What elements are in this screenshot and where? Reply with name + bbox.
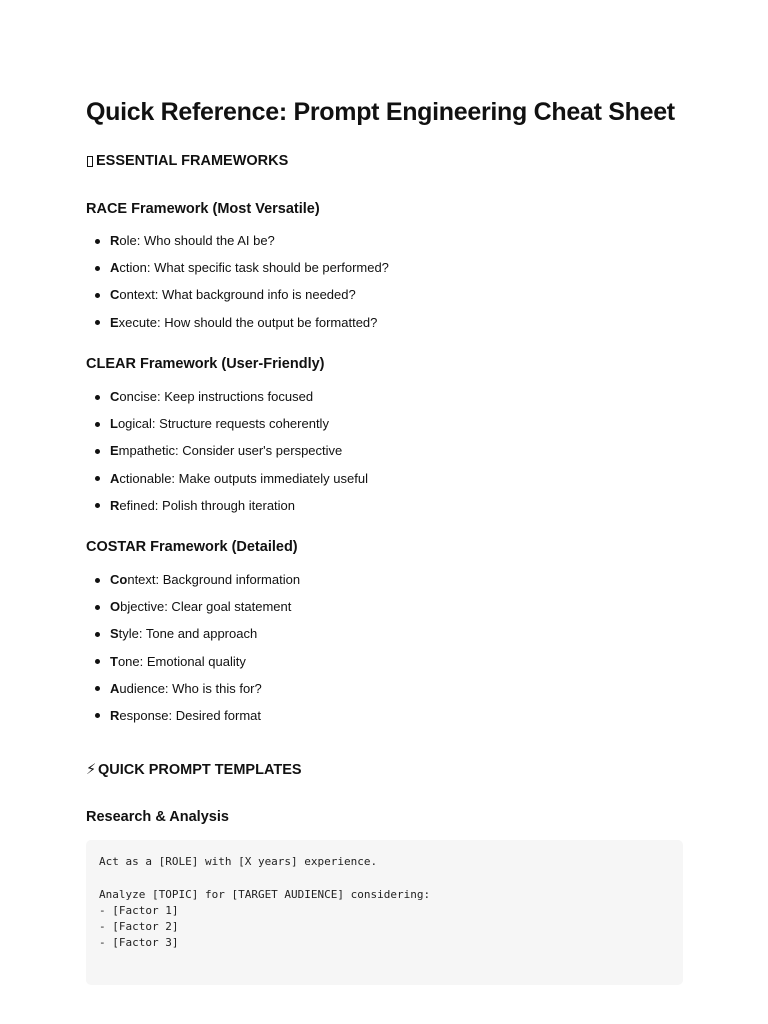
item-text: one: Emotional quality bbox=[117, 653, 246, 669]
costar-list bbox=[86, 571, 300, 734]
race-list bbox=[86, 232, 389, 341]
costar-heading: COSTAR Framework (Detailed) bbox=[86, 539, 298, 555]
race-list-item bbox=[86, 232, 389, 259]
item-text: ole: Who should the AI be? bbox=[119, 233, 275, 248]
code-line: Analyze [TOPIC] for [TARGET AUDIENCE] considering: bbox=[99, 887, 431, 901]
code-line bbox=[99, 870, 670, 886]
missing-glyph-icon bbox=[87, 156, 93, 167]
item-key-letter: C bbox=[110, 389, 120, 404]
costar-list-item bbox=[86, 680, 300, 707]
code-line: Act as a [ROLE] with [X years] experience. bbox=[99, 855, 378, 868]
code-line: - [Factor 2] bbox=[99, 920, 179, 934]
section-essential-frameworks bbox=[86, 153, 288, 169]
race-heading: RACE Framework (Most Versatile) bbox=[86, 201, 320, 217]
lightning-icon: ⚡ bbox=[86, 762, 97, 778]
race-list-item bbox=[86, 286, 389, 313]
item-key-letter: E bbox=[110, 443, 119, 459]
clear-list-item bbox=[86, 470, 368, 497]
item-key-letter: R bbox=[110, 707, 120, 723]
page-title: Quick Reference: Prompt Engineering Cheat Sheet bbox=[86, 98, 675, 126]
item-key-letter: Co bbox=[110, 572, 128, 587]
item-key-letter: L bbox=[110, 416, 118, 432]
item-text: ction: What specific task should be performed? bbox=[119, 260, 389, 276]
research-heading: Research & Analysis bbox=[86, 809, 229, 825]
costar-list-item bbox=[86, 625, 300, 652]
section-label: QUICK PROMPT TEMPLATES bbox=[98, 762, 302, 778]
clear-heading: CLEAR Framework (User-Friendly) bbox=[86, 356, 325, 372]
item-key-letter: R bbox=[110, 497, 120, 513]
item-key-letter: A bbox=[110, 470, 120, 486]
item-text: xecute: How should the output be formatted? bbox=[118, 314, 378, 330]
race-list-item bbox=[86, 314, 389, 341]
code-line: - [Factor 3] bbox=[99, 936, 179, 950]
item-key-letter: R bbox=[110, 233, 120, 248]
costar-list-item bbox=[86, 707, 300, 734]
item-text: bjective: Clear goal statement bbox=[120, 599, 292, 615]
clear-list-item bbox=[86, 442, 368, 469]
item-key-letter: C bbox=[110, 287, 120, 303]
clear-list-item bbox=[86, 388, 368, 415]
clear-list bbox=[86, 388, 368, 524]
clear-list-item bbox=[86, 497, 368, 524]
code-line: - [Factor 1] bbox=[99, 903, 179, 917]
item-text: udience: Who is this for? bbox=[119, 680, 262, 696]
item-key-letter: A bbox=[110, 260, 120, 276]
item-key-letter: A bbox=[110, 680, 120, 696]
item-key-letter: S bbox=[110, 626, 119, 642]
item-key-letter: T bbox=[110, 653, 118, 669]
costar-list-item bbox=[86, 653, 300, 680]
race-list-item bbox=[86, 259, 389, 286]
costar-list-item bbox=[86, 571, 300, 598]
item-key-letter: O bbox=[110, 599, 121, 615]
item-text: tyle: Tone and approach bbox=[118, 626, 258, 642]
item-text: ntext: Background information bbox=[127, 572, 301, 587]
item-key-letter: E bbox=[110, 314, 119, 330]
item-text: esponse: Desired format bbox=[119, 707, 262, 723]
item-text: mpathetic: Consider user's perspective bbox=[118, 443, 343, 459]
item-text: ontext: What background info is needed? bbox=[119, 287, 356, 303]
item-text: efined: Polish through iteration bbox=[119, 497, 296, 513]
item-text: ctionable: Make outputs immediately useful bbox=[119, 470, 368, 486]
code-block-research-template bbox=[86, 840, 683, 985]
section-label: ESSENTIAL FRAMEWORKS bbox=[96, 153, 289, 169]
costar-list-item bbox=[86, 598, 300, 625]
clear-list-item bbox=[86, 415, 368, 442]
item-text: ogical: Structure requests coherently bbox=[117, 416, 329, 432]
item-text: oncise: Keep instructions focused bbox=[119, 389, 314, 404]
section-quick-prompt-templates bbox=[86, 762, 302, 778]
